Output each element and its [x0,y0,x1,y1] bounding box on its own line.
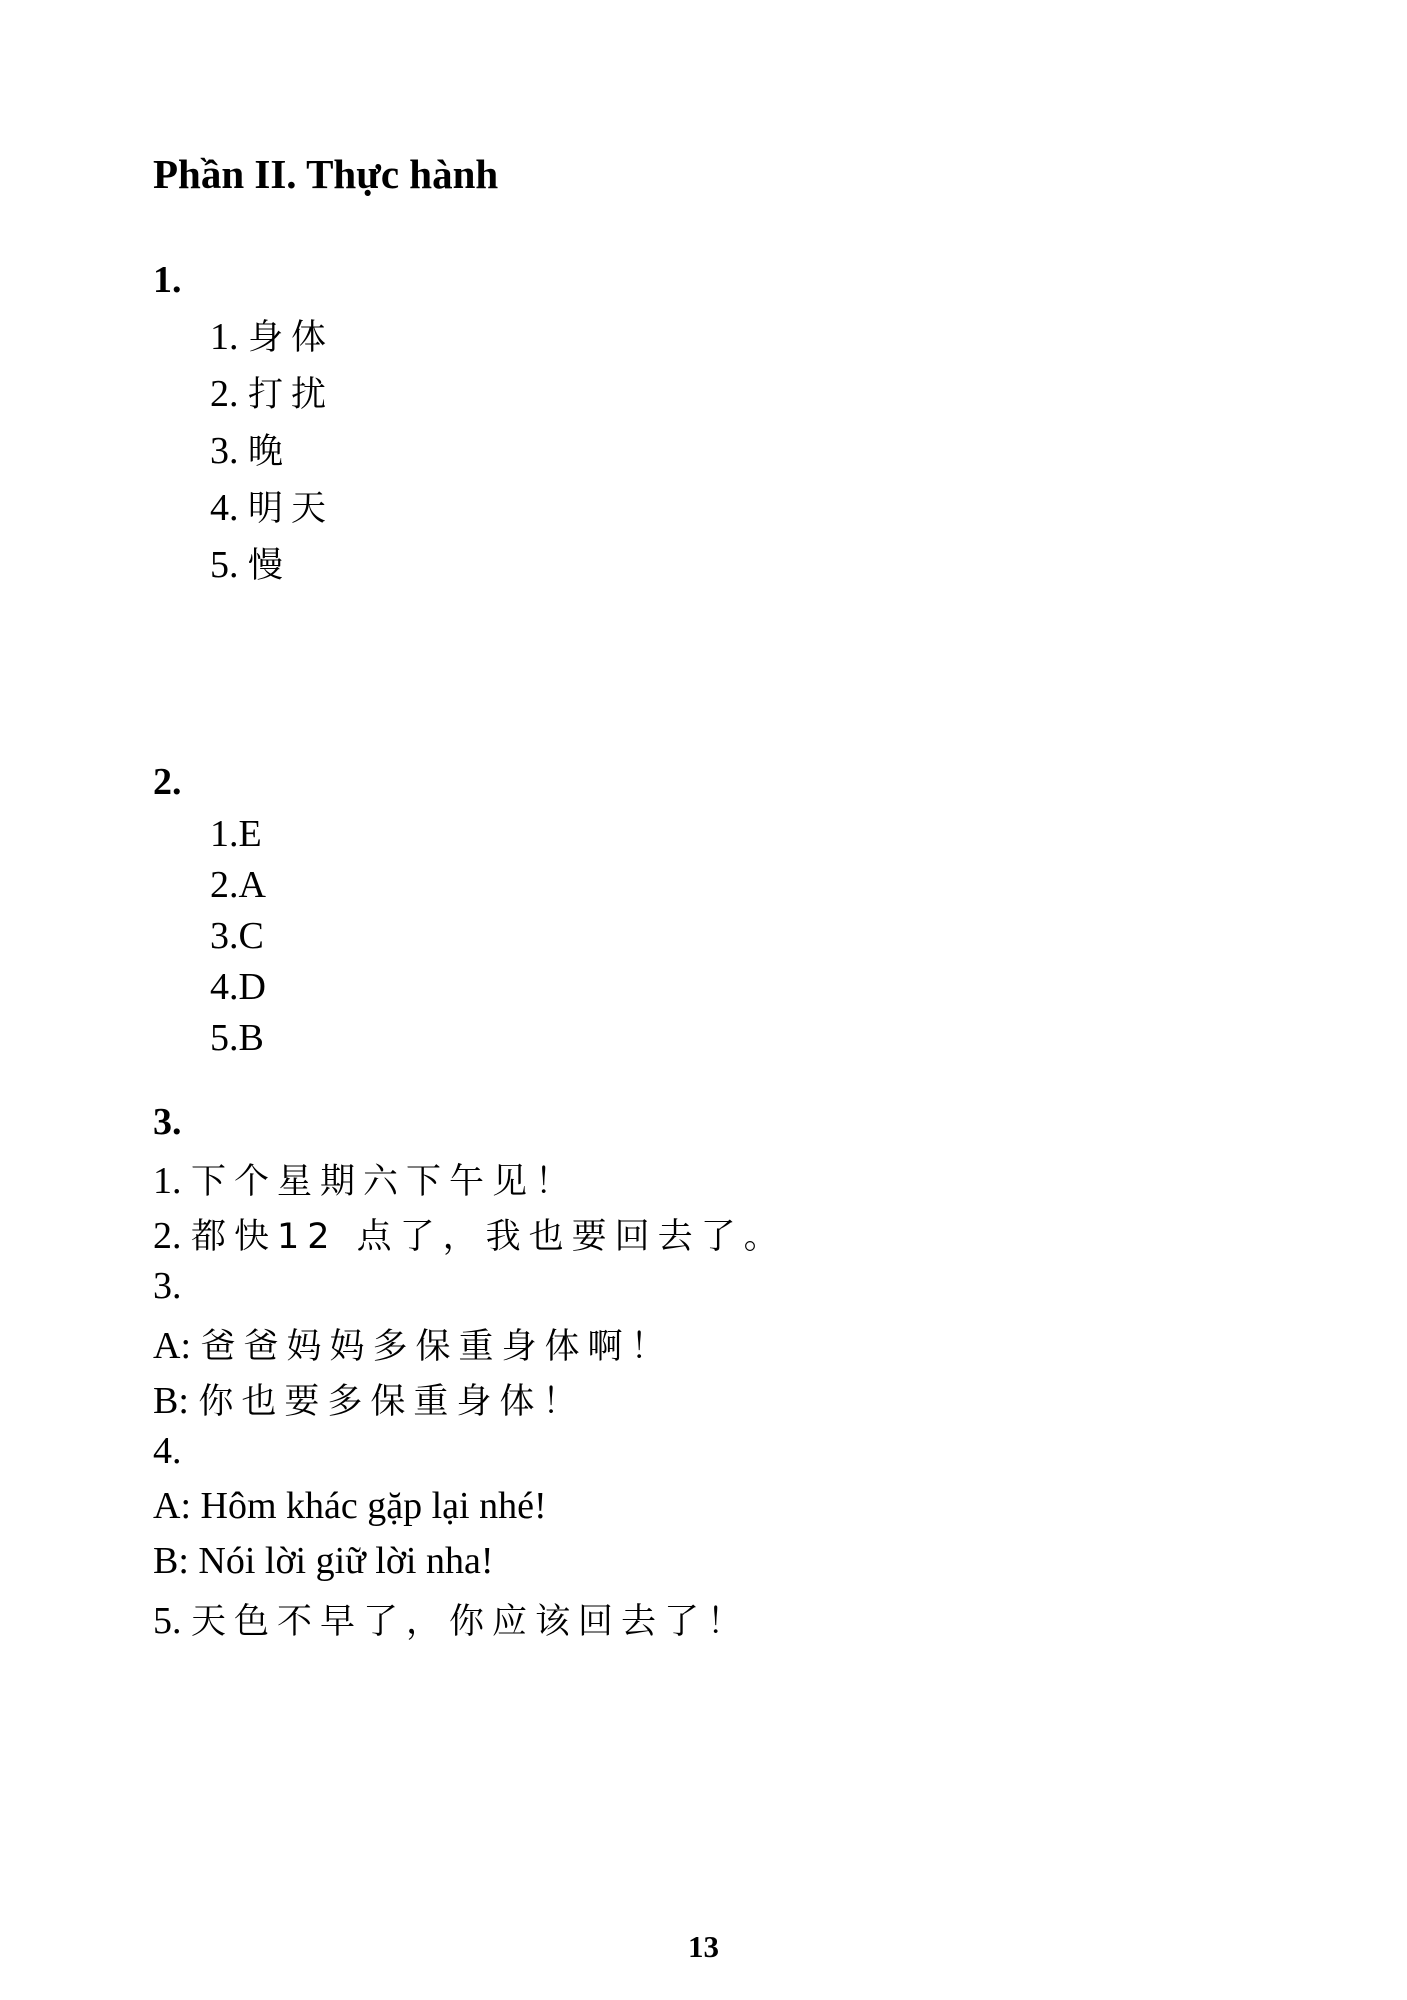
answer-line [153,1429,182,1473]
answer-item: 2.A [210,864,266,906]
item-number: 4. [210,487,239,529]
item-text: 身体 [248,318,335,358]
item-text: 慢 [248,546,292,586]
item-number: 2. [210,373,239,415]
list-item [210,538,291,588]
answer-item: 3.C [210,915,264,957]
line-prefix: A: [153,1485,191,1527]
line-prefix: 2. [153,1215,182,1257]
page-heading: Phần II. Thực hành [153,151,499,197]
list-item [210,367,334,417]
item-text: 明天 [248,489,335,529]
answer-line [153,1374,585,1424]
answer-item: 1.E [210,813,262,855]
answer-line [153,1539,494,1583]
item-number: 3. [210,430,239,472]
section-3-number: 3. [153,1101,182,1143]
answer-line [153,1594,750,1644]
answer-item: 4.D [210,966,266,1008]
line-text: 爸爸妈妈多保重身体啊！ [200,1327,674,1367]
answer-line [153,1484,547,1528]
answer-item: 5.B [210,1017,264,1059]
line-prefix: B: [153,1540,189,1582]
line-prefix: A: [153,1325,191,1367]
line-prefix: B: [153,1380,189,1422]
line-text: 天色不早了，你应该回去了！ [191,1602,751,1642]
line-prefix: 5. [153,1600,182,1642]
answer-line [153,1154,578,1204]
item-number: 5. [210,544,239,586]
answer-line [153,1209,787,1259]
item-text: 晚 [248,432,292,472]
line-prefix: 3. [153,1265,182,1307]
section-1-number: 1. [153,259,182,301]
answer-line [153,1319,674,1369]
page-number: 13 [688,1929,719,1964]
item-number: 1. [210,316,239,358]
line-prefix: 1. [153,1160,182,1202]
line-text: 都快12 点了，我也要回去了。 [191,1217,787,1257]
list-item [210,310,334,360]
item-text: 打扰 [248,375,335,415]
line-text: Hôm khác gặp lại nhé! [200,1485,547,1527]
line-text: 你也要多保重身体！ [198,1382,586,1422]
answer-line [153,1264,182,1308]
list-item [210,481,334,531]
line-text: 下个星期六下午见！ [191,1162,579,1202]
list-item [210,424,291,474]
section-2-number: 2. [153,761,182,803]
line-prefix: 4. [153,1430,182,1472]
line-text: Nói lời giữ lời nha! [198,1540,494,1582]
